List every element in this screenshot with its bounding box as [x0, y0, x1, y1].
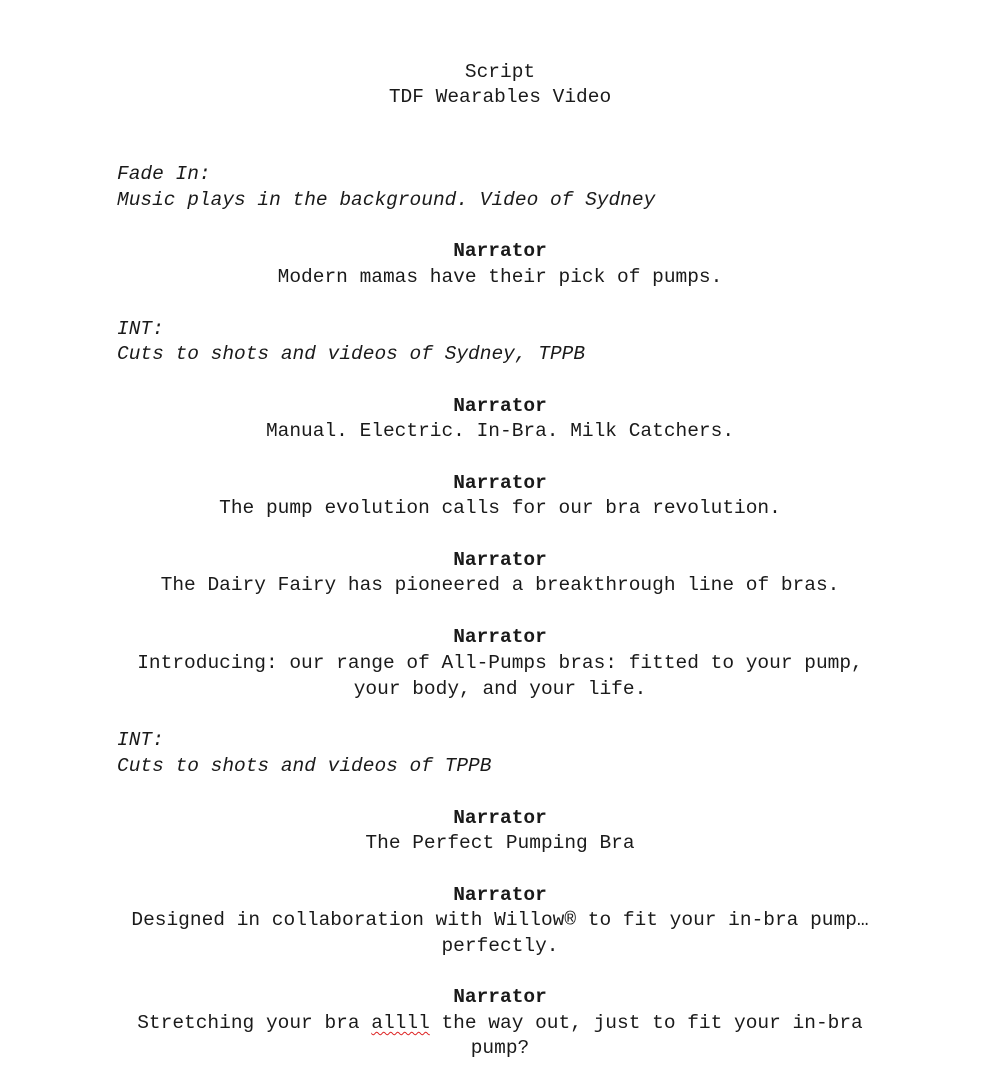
speaker-narrator: Narrator	[453, 240, 547, 262]
scene-action-music: Music plays in the background. Video of Sydney	[117, 189, 656, 211]
speaker-narrator: Narrator	[453, 884, 547, 906]
speaker-narrator: Narrator	[453, 395, 547, 417]
speaker-narrator: Narrator	[453, 807, 547, 829]
speaker-narrator: Narrator	[453, 986, 547, 1008]
scene-heading-int: INT:	[117, 318, 164, 340]
scene-heading-fade-in: Fade In:	[117, 163, 211, 185]
dialogue-line	[0, 1010, 1000, 1036]
dialogue-line-continued: perfectly.	[441, 935, 559, 957]
scene-action-cuts-tppb: Cuts to shots and videos of TPPB	[117, 755, 492, 777]
speaker-narrator: Narrator	[453, 472, 547, 494]
scene-action-cuts-sydney: Cuts to shots and videos of Sydney, TPPB	[117, 343, 586, 365]
script-subtitle: TDF Wearables Video	[388, 86, 612, 108]
dialogue-line: Introducing: our range of All-Pumps bras: fitted to your pump,	[137, 652, 863, 674]
misspelled-word[interactable]: allll	[371, 1012, 430, 1034]
dialogue-line-continued: your body, and your life.	[353, 678, 647, 700]
dialogue-line: Designed in collaboration with Willow® to fit your in-bra pump…	[131, 909, 869, 931]
dialogue-text: the way out, just to fit your in-bra	[429, 1012, 863, 1034]
dialogue-text: Stretching your bra	[137, 1012, 372, 1034]
script-title: Script	[464, 61, 536, 83]
speaker-narrator: Narrator	[453, 626, 547, 648]
dialogue-line: Modern mamas have their pick of pumps.	[277, 266, 723, 288]
dialogue-line: The pump evolution calls for our bra revolution.	[219, 497, 781, 519]
dialogue-line: The Dairy Fairy has pioneered a breakthrough line of bras.	[160, 574, 840, 596]
dialogue-line-continued: pump?	[470, 1037, 530, 1059]
dialogue-line: Manual. Electric. In-Bra. Milk Catchers.	[265, 420, 735, 442]
speaker-narrator: Narrator	[453, 549, 547, 571]
dialogue-line: The Perfect Pumping Bra	[365, 832, 635, 854]
scene-heading-int: INT:	[117, 729, 164, 751]
